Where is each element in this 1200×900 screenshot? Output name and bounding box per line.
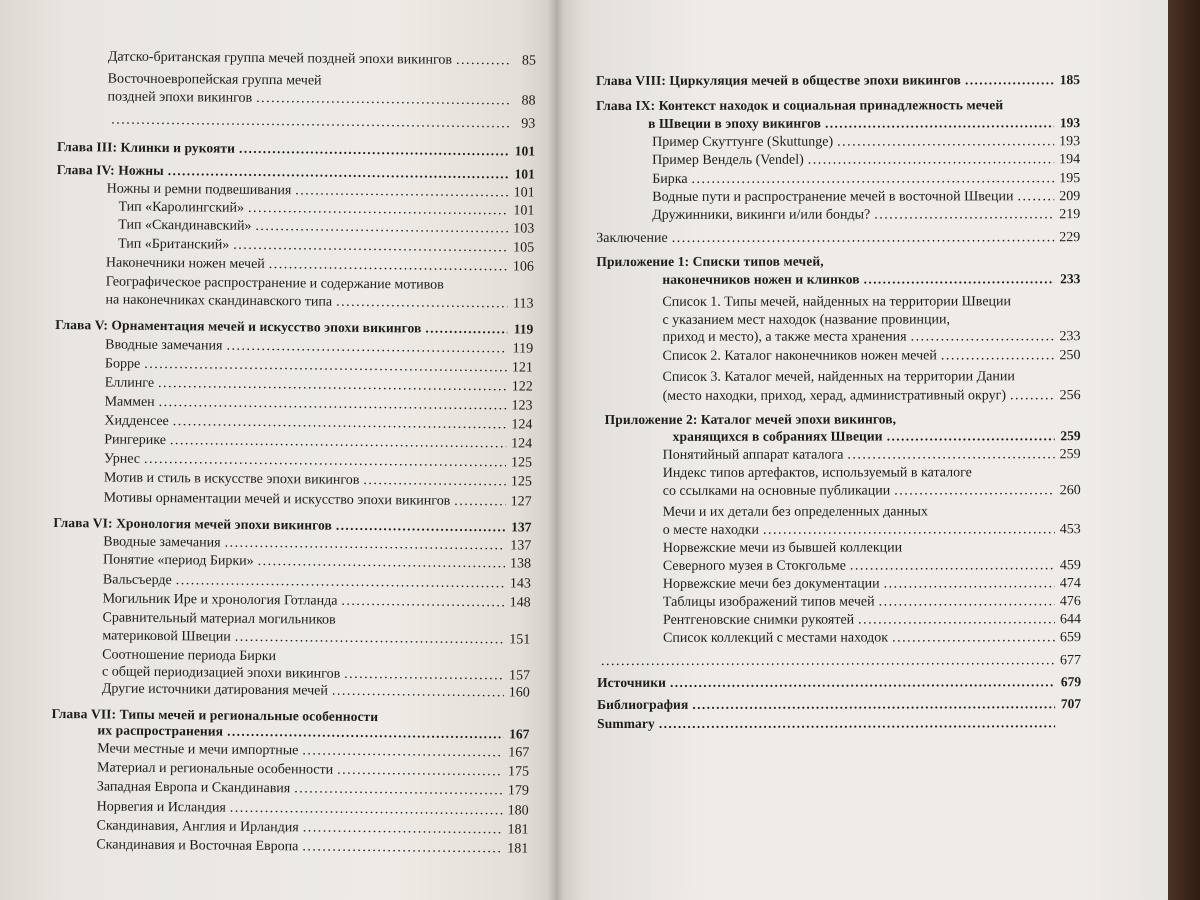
- toc-entry: [597, 611, 1081, 630]
- toc-entry: [50, 836, 528, 859]
- dot-leader: [808, 151, 1054, 169]
- toc-entry-title: Заключение: [596, 230, 668, 246]
- toc-entry-title: с общей периодизацией эпохи викингов: [101, 664, 341, 682]
- toc-page-number: 124: [511, 417, 533, 433]
- toc-page-number: 679: [1060, 674, 1082, 690]
- toc-entry-title: приход и место), а также места хранения: [662, 329, 907, 345]
- dot-leader: [425, 320, 507, 339]
- toc-page-number: 459: [1059, 558, 1081, 574]
- toc-page-number: 105: [513, 240, 535, 256]
- toc-page-number: 181: [507, 841, 529, 857]
- dot-leader: [226, 338, 507, 359]
- toc-entry: [57, 111, 535, 134]
- dot-leader: [176, 572, 505, 593]
- toc-entry-title: Рентгеновские снимки рукоятей: [662, 612, 855, 628]
- toc-entry: [597, 652, 1081, 671]
- toc-entry-title: Мотив и стиль в искусстве эпохи викингов: [103, 470, 360, 488]
- toc-entry-title: Вальсъерде: [102, 572, 172, 589]
- toc-page-number: 167: [508, 745, 530, 761]
- toc-page-number: 119: [513, 321, 534, 337]
- toc-entry: [596, 293, 1080, 312]
- dot-leader: [363, 472, 506, 491]
- dot-leader: [341, 593, 504, 613]
- toc-entry-title: (место находки, приход, херад, административный округ): [662, 388, 1007, 404]
- dot-leader: [159, 394, 507, 415]
- toc-entry-title: Урнес: [103, 451, 141, 467]
- toc-page-number: 103: [513, 221, 535, 237]
- toc-entry: [54, 469, 532, 492]
- toc-entry: [596, 133, 1080, 152]
- dot-leader: [239, 140, 509, 161]
- toc-chapter-entry: [55, 316, 533, 339]
- toc-entry-title: Восточноевропейская группа мечей: [107, 71, 322, 89]
- toc-page-number: 677: [1060, 653, 1082, 669]
- toc-entry: [596, 328, 1080, 347]
- toc-entry-title: поздней эпохи викингов: [107, 89, 253, 106]
- dot-leader: [144, 451, 506, 472]
- toc-entry-title: материковой Швеции: [102, 628, 231, 645]
- dot-leader: [336, 517, 506, 537]
- toc-page-number: 113: [513, 296, 534, 312]
- toc-page-number: 85: [521, 53, 536, 69]
- toc-page-number: 121: [511, 360, 534, 376]
- toc-page-number: 125: [510, 455, 533, 471]
- toc-entry-title: на наконечниках скандинавского типа: [105, 292, 333, 310]
- toc-entry-title: Норвежские мечи без документации: [662, 576, 880, 592]
- toc-entry: [51, 778, 529, 801]
- dot-leader: [233, 237, 508, 258]
- dot-leader: [302, 838, 502, 858]
- dot-leader: [894, 482, 1055, 500]
- toc-entry-title: Вводные замечания: [105, 337, 223, 354]
- toc-entry-title: Источники: [597, 674, 667, 690]
- toc-entry-title: Ножны и ремни подвешивания: [106, 181, 292, 199]
- toc-entry: [597, 387, 1081, 406]
- toc-page-number: 193: [1059, 115, 1081, 131]
- toc-entry-title: их распространения: [97, 722, 224, 739]
- toc-page-number: 179: [507, 783, 529, 799]
- toc-entry: [597, 503, 1081, 522]
- toc-chapter-entry: [57, 138, 535, 161]
- dot-leader: [965, 71, 1054, 89]
- toc-entry-title: Глава IV: Ножны: [56, 161, 164, 179]
- toc-page-number: 151: [509, 632, 531, 648]
- toc-entry-title: Северного музея в Стокгольме: [662, 558, 846, 574]
- dot-leader: [672, 229, 1055, 248]
- toc-entry: [597, 593, 1081, 612]
- dot-leader: [879, 593, 1055, 611]
- dot-leader: [235, 629, 505, 650]
- toc-page-number: 193: [1059, 134, 1081, 150]
- toc-entry-title: Бирка: [652, 171, 688, 187]
- toc-entry-title: Рингерике: [104, 432, 167, 449]
- toc-page-number: 157: [508, 668, 531, 684]
- toc-page-number: 143: [509, 576, 531, 592]
- toc-entry: [55, 291, 533, 314]
- dot-leader: [850, 557, 1055, 575]
- toc-entry-title: Глава VII: Типы мечей и региональные особенности: [51, 705, 379, 725]
- dot-leader: [837, 133, 1054, 151]
- dot-leader: [941, 347, 1055, 365]
- toc-entry-title: Тип «Британский»: [118, 236, 230, 253]
- toc-page-number: 250: [1059, 348, 1081, 364]
- toc-entry-title: Могильник Ире и хронология Готланда: [102, 591, 338, 609]
- dot-leader: [170, 432, 506, 453]
- dot-leader: [255, 218, 508, 238]
- toc-page-number: 127: [510, 494, 532, 510]
- dot-leader: [456, 52, 510, 71]
- toc-page-number: 256: [1059, 388, 1081, 404]
- dot-leader: [659, 714, 1055, 733]
- toc-entry: [596, 229, 1080, 248]
- toc-entry-title: Наконечники ножен мечей: [105, 255, 265, 272]
- toc-entry-title: Summary: [597, 715, 655, 731]
- toc-entry-title: Пример Вендель (Vendel): [652, 152, 804, 168]
- dot-leader: [332, 683, 504, 703]
- toc-entry-title: Мечи и их детали без определенных данных: [662, 504, 928, 520]
- toc-entry-title: Маммен: [104, 394, 155, 410]
- dot-leader: [601, 652, 1055, 671]
- toc-entry-title: Глава V: Орнаментация мечей и искусство эпохи викингов: [55, 316, 422, 336]
- toc-entry-title: Вводные замечания: [103, 534, 221, 551]
- toc-entry-title: Пример Скуттунге (Skuttunge): [652, 134, 834, 150]
- toc-page-number: 195: [1059, 171, 1081, 187]
- toc-entry-title: Библиография: [597, 696, 689, 712]
- toc-page-number: 167: [509, 726, 530, 742]
- toc-page-number: 106: [512, 259, 534, 275]
- dot-leader: [295, 182, 508, 202]
- dot-leader: [158, 375, 507, 396]
- toc-entry: [597, 368, 1081, 387]
- toc-entry-title: со ссылками на основные публикации: [662, 483, 891, 499]
- toc-chapter-entry: [597, 410, 1081, 429]
- dot-leader: [227, 723, 503, 744]
- dot-leader: [173, 413, 507, 434]
- dot-leader: [864, 270, 1055, 288]
- toc-page-number: 474: [1059, 576, 1081, 592]
- toc-entry: [597, 539, 1081, 558]
- toc-chapter-entry: [597, 673, 1081, 692]
- toc-page-number: 644: [1059, 612, 1081, 628]
- toc-entry-title: Глава VI: Хронология мечей эпохи викингов: [53, 514, 333, 533]
- toc-entry-title: Сравнительный материал могильников: [102, 610, 336, 628]
- toc-entry: [53, 551, 531, 574]
- dot-leader: [258, 553, 506, 573]
- toc-entry-title: Норвегия и Исландия: [96, 799, 226, 816]
- dot-leader: [670, 673, 1055, 692]
- toc-chapter-entry: [596, 252, 1080, 271]
- toc-chapter-entry: [597, 427, 1081, 446]
- dot-leader: [454, 493, 505, 511]
- toc-entry: [597, 446, 1081, 465]
- toc-entry-title: Мечи местные и мечи импортные: [97, 741, 299, 759]
- dot-leader: [111, 112, 509, 134]
- toc-entry: [597, 482, 1081, 501]
- toc-entry-title: Западная Европа и Скандинавия: [96, 779, 291, 797]
- toc-entry-title: Индекс типов артефактов, используемый в каталоге: [662, 465, 972, 481]
- toc-entry: [596, 170, 1080, 189]
- dot-leader: [230, 800, 503, 821]
- dot-leader: [1010, 387, 1055, 405]
- dot-leader: [692, 170, 1055, 189]
- toc-entry-title: Понятийный аппарат каталога: [662, 447, 844, 463]
- toc-page-number: 180: [507, 803, 529, 819]
- dot-leader: [887, 427, 1055, 445]
- toc-entry-title: Глава VIII: Циркуляция мечей в обществе эпохи викингов: [596, 72, 961, 88]
- toc-entry-title: Понятие «период Бирки»: [103, 552, 254, 569]
- toc-entry-title: Хидденсее: [104, 413, 169, 430]
- dot-leader: [911, 328, 1055, 346]
- left-page: [0, 0, 560, 900]
- toc-page-number: 219: [1059, 207, 1081, 223]
- toc-page-number: 125: [510, 474, 532, 490]
- toc-entry-title: Датско-британская группа мечей поздней эпохи викингов: [107, 49, 453, 68]
- toc-chapter-entry: [596, 114, 1080, 133]
- dot-leader: [825, 114, 1054, 132]
- toc-entry-title: Список 3. Каталог мечей, найденных на территории Дании: [662, 369, 1015, 385]
- toc-entry-title: Таблицы изображений типов мечей: [662, 594, 875, 610]
- toc-page-number: 101: [513, 185, 535, 201]
- dot-leader: [1017, 188, 1054, 206]
- toc-entry: [597, 521, 1081, 540]
- toc-entry-title: Тип «Каролингский»: [118, 199, 245, 216]
- dot-leader: [168, 162, 509, 183]
- dot-leader: [874, 206, 1054, 224]
- toc-entry: [596, 151, 1080, 170]
- dot-leader: [336, 294, 508, 314]
- toc-entry: [596, 206, 1080, 225]
- toc-page-number: 124: [511, 436, 533, 452]
- toc-entry-title: Приложение 1: Списки типов мечей,: [596, 253, 824, 269]
- toc-entry: [596, 347, 1080, 366]
- toc-entry-title: Глава III: Клинки и рукояти: [56, 138, 236, 156]
- toc-page-number: 185: [1059, 72, 1081, 88]
- toc-page-number: 101: [514, 166, 535, 182]
- toc-chapter-entry: [597, 714, 1081, 733]
- dot-leader: [337, 762, 503, 782]
- toc-page-number: 209: [1059, 189, 1081, 205]
- toc-page-number: 123: [511, 398, 533, 414]
- dot-leader: [692, 695, 1055, 714]
- toc-chapter-entry: [596, 71, 1080, 90]
- toc-page-number: 181: [507, 822, 529, 838]
- toc-entry: [597, 575, 1081, 594]
- toc-entry-title: Скандинавия, Англия и Ирландия: [96, 818, 299, 836]
- toc-page-number: 101: [514, 143, 536, 159]
- dot-leader: [303, 819, 503, 839]
- toc-page-number: 93: [521, 116, 536, 132]
- dot-leader: [294, 780, 503, 800]
- dot-leader: [892, 629, 1055, 647]
- dot-leader: [144, 356, 507, 377]
- book-spine-shadow: [548, 0, 564, 900]
- toc-chapter-entry: [596, 270, 1080, 289]
- toc-entry-title: Приложение 2: Каталог мечей эпохи викингов,: [604, 411, 897, 427]
- toc-entry: [596, 188, 1080, 207]
- toc-entry-title: Мотивы орнаментации мечей и искусство эпохи викингов: [103, 490, 451, 509]
- toc-entry-title: Список 2. Каталог наконечников ножен мечей: [662, 348, 937, 364]
- dot-leader: [847, 446, 1054, 464]
- toc-chapter-entry: [597, 695, 1081, 714]
- toc-entry-title: с указанием мест находок (название провинции,: [662, 312, 951, 328]
- toc-page-number: 148: [509, 595, 531, 611]
- toc-entry-title: хранящихся в собраниях Швеции: [672, 428, 883, 444]
- toc-entry-title: Водные пути и распространение мечей в восточной Швеции: [652, 189, 1014, 205]
- toc-chapter-entry: [596, 96, 1080, 115]
- toc-entry: [57, 88, 535, 111]
- toc-entry-title: Глава IX: Контекст находок и социальная принадлежность мечей: [596, 97, 1004, 113]
- toc-entry-title: наконечников ножен и клинков: [662, 271, 860, 287]
- toc-entry-title: Норвежские мечи из бывшей коллекции: [662, 540, 903, 556]
- toc-page-number: 260: [1059, 483, 1081, 499]
- toc-page-number: 233: [1060, 271, 1081, 287]
- toc-page-number: 122: [511, 379, 533, 395]
- dot-leader: [858, 611, 1055, 629]
- toc-entry-title: Дружинники, викинги и/или бонды?: [652, 207, 871, 223]
- toc-page-number: 119: [512, 341, 534, 357]
- toc-page-number: 194: [1059, 152, 1081, 168]
- toc-entry: [596, 311, 1080, 330]
- toc-entry-title: Материал и региональные особенности: [97, 760, 334, 778]
- toc-entry: [58, 48, 536, 71]
- toc-entry-title: Другие источники датирования мечей: [101, 681, 328, 699]
- toc-page-number: 88: [521, 93, 536, 109]
- toc-page-number: 160: [508, 685, 530, 701]
- table-surface: [1168, 0, 1200, 900]
- toc-entry: [54, 489, 532, 512]
- toc-page-number: 259: [1060, 428, 1081, 444]
- toc-entry-title: Соотношение периода Бирки: [102, 647, 277, 665]
- toc-entry-title: в Швеции в эпоху викингов: [648, 115, 822, 131]
- toc-entry-title: Географическое распространение и содержание мотивов: [105, 274, 444, 293]
- toc-entry: [597, 557, 1081, 576]
- toc-page-number: 138: [509, 556, 532, 572]
- toc-entry-title: Еллинге: [104, 375, 155, 391]
- toc-page-number: 137: [510, 538, 532, 554]
- toc-page-number: 233: [1059, 329, 1081, 345]
- toc-entry-title: Скандинавия и Восточная Европа: [96, 837, 299, 855]
- toc-page-number: 453: [1059, 522, 1081, 538]
- toc-right-column: [596, 71, 1082, 731]
- toc-left-column: [51, 48, 536, 857]
- toc-page-number: 259: [1059, 447, 1081, 463]
- toc-entry-title: о месте находки: [662, 522, 759, 538]
- dot-leader: [302, 742, 503, 762]
- toc-entry: [597, 464, 1081, 483]
- toc-entry-title: Список коллекций с местами находок: [662, 630, 889, 646]
- toc-entry-title: Тип «Скандинавский»: [118, 217, 252, 234]
- toc-page-number: 476: [1059, 594, 1081, 610]
- toc-page-number: 707: [1060, 696, 1082, 712]
- toc-entry-title: Борре: [104, 356, 141, 372]
- dot-leader: [269, 256, 508, 276]
- toc-entry: [52, 680, 530, 703]
- toc-page-number: 229: [1059, 230, 1081, 246]
- dot-leader: [763, 521, 1055, 540]
- toc-page-number: 101: [513, 203, 535, 219]
- toc-page-number: 137: [511, 519, 532, 535]
- toc-page-number: 659: [1059, 630, 1082, 646]
- toc-entry-title: Список 1. Типы мечей, найденных на территории Швеции: [662, 294, 1012, 310]
- dot-leader: [884, 575, 1055, 593]
- toc-page-number: 175: [508, 764, 530, 780]
- toc-entry: [597, 629, 1081, 648]
- dot-leader: [256, 90, 510, 110]
